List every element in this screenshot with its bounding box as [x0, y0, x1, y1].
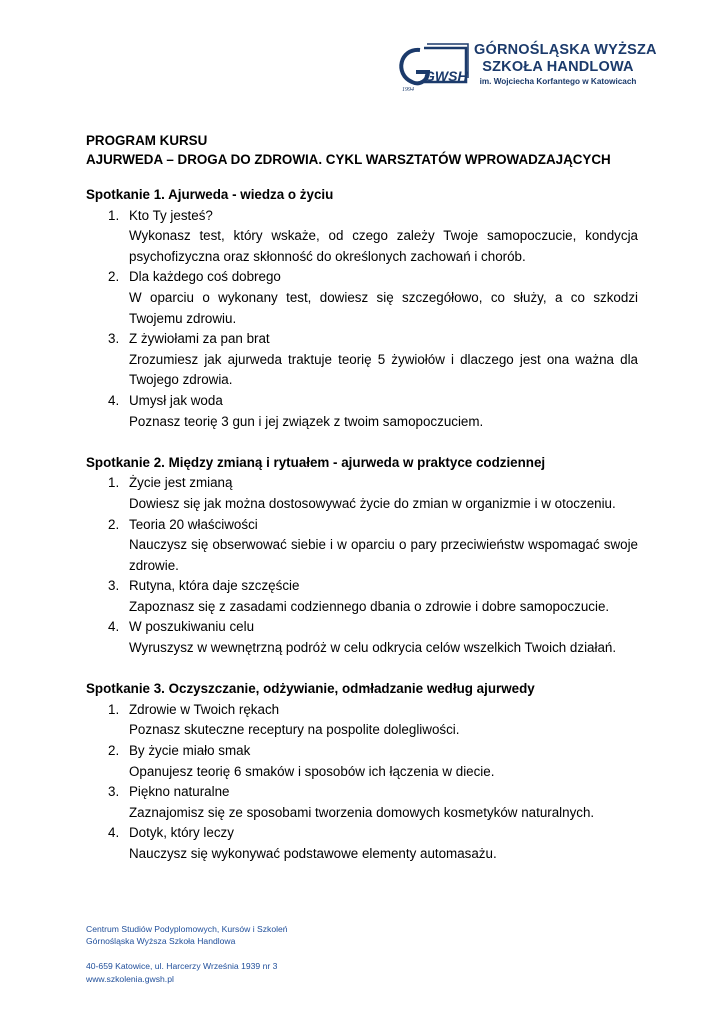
- meeting-section-3: [86, 679, 638, 864]
- list-item: [86, 823, 638, 864]
- item-title: By życie miało smak: [129, 743, 251, 759]
- item-number: 4.: [108, 619, 120, 635]
- topic-list: [86, 206, 638, 433]
- topic-list: [86, 700, 638, 865]
- footer-school-name: Górnośląska Wyższa Szkoła Handlowa: [86, 936, 236, 947]
- logo-name-line2: SZKOŁA HANDLOWA: [482, 59, 634, 75]
- item-description: Dowiesz się jak można dostosowywać życie do zmian w organizmie i w otoczeniu.: [129, 495, 616, 511]
- list-item: [86, 782, 638, 823]
- title-line-1: PROGRAM KURSU: [86, 133, 208, 148]
- item-description: Nauczysz się obserwować siebie i w oparciu o pary przeciwieństw wspomagać swoje zdrowie.: [129, 537, 638, 573]
- item-title: Zdrowie w Twoich rękach: [129, 701, 280, 717]
- logo-year: 1994: [402, 87, 414, 93]
- meeting-heading: Spotkanie 2. Między zmianą i rytuałem - ajurweda w praktyce codziennej: [86, 454, 546, 470]
- item-description: Zaznajomisz się ze sposobami tworzenia domowych kosmetyków naturalnych.: [129, 804, 595, 820]
- item-title: Życie jest zmianą: [129, 475, 233, 491]
- item-title: W poszukiwaniu celu: [129, 619, 255, 635]
- list-item: [86, 515, 638, 577]
- list-item: [86, 700, 638, 741]
- item-description: W oparciu o wykonany test, dowiesz się szczegółowo, co służy, a co szkodzi Twojemu zdrowiu.: [129, 289, 638, 326]
- meeting-section-2: [86, 453, 638, 659]
- page-footer: [86, 923, 486, 985]
- item-description: Zapoznasz się z zasadami codziennego dbania o zdrowie i dobre samopoczucie.: [129, 598, 610, 614]
- logo-patron: im. Wojciecha Korfantego w Katowicach: [479, 77, 637, 86]
- item-number: 3.: [108, 784, 120, 800]
- logo-mark-text: GWSH: [424, 68, 468, 84]
- item-number: 3.: [108, 578, 120, 594]
- item-title: Dotyk, który leczy: [129, 825, 234, 841]
- item-title: Teoria 20 właściwości: [129, 516, 258, 532]
- item-number: 2.: [108, 743, 120, 759]
- list-item: [86, 206, 638, 268]
- item-description: Zrozumiesz jak ajurweda traktuje teorię 5 żywiołów i dlaczego jest ona ważna dla Twojego zdrowia.: [129, 351, 638, 388]
- meeting-heading: Spotkanie 1. Ajurweda - wiedza o życiu: [86, 187, 334, 202]
- item-number: 2.: [108, 269, 120, 285]
- item-title: Umysł jak woda: [129, 392, 223, 408]
- item-title: Dla każdego coś dobrego: [129, 269, 281, 285]
- list-item: [86, 617, 638, 658]
- item-number: 1.: [108, 701, 120, 717]
- title-line-2: AJURWEDA – DROGA DO ZDROWIA. CYKL WARSZTATÓW WPROWADZAJĄCYCH: [86, 152, 611, 167]
- list-item: [86, 329, 638, 391]
- gwsh-logo-mark: [394, 40, 470, 94]
- meeting-heading: Spotkanie 3. Oczyszczanie, odżywianie, odmładzanie według ajurwedy: [86, 681, 535, 697]
- list-item: [86, 267, 638, 329]
- item-number: 1.: [108, 207, 120, 223]
- logo-text: [474, 42, 657, 87]
- item-description: Wyruszysz w wewnętrzną podróż w celu odkrycia celów wszelkich Twoich działań.: [129, 640, 617, 656]
- footer-center-name: Centrum Studiów Podyplomowych, Kursów i Szkoleń: [86, 924, 288, 934]
- item-number: 3.: [108, 331, 120, 347]
- item-number: 1.: [108, 475, 120, 491]
- item-title: Rutyna, która daje szczęście: [129, 578, 300, 594]
- document-title: [86, 131, 646, 169]
- item-title: Z żywiołami za pan brat: [129, 331, 270, 347]
- list-item: [86, 391, 638, 432]
- topic-list: [86, 473, 638, 658]
- item-title: Kto Ty jesteś?: [129, 207, 213, 223]
- list-item: [86, 741, 638, 782]
- item-description: Poznasz teorię 3 gun i jej związek z twoim samopoczuciem.: [129, 413, 484, 429]
- school-logo: [394, 40, 657, 100]
- item-title: Piękno naturalne: [129, 784, 230, 800]
- list-item: [86, 576, 638, 617]
- course-program: [86, 185, 638, 885]
- footer-address: 40-659 Katowice, ul. Harcerzy Września 1939 nr 3: [86, 961, 278, 972]
- item-description: Wykonasz test, który wskaże, od czego zależy Twoje samopoczucie, kondycja psychofizyczna oraz skłonność do określonych zachowań i chorób.: [129, 228, 638, 264]
- item-number: 4.: [108, 825, 120, 841]
- footer-website-link[interactable]: www.szkolenia.gwsh.pl: [86, 973, 174, 984]
- item-description: Opanujesz teorię 6 smaków i sposobów ich łączenia w diecie.: [129, 763, 495, 779]
- meeting-section-1: [86, 185, 638, 432]
- logo-name-line1: GÓRNOŚLĄSKA WYŻSZA: [474, 42, 657, 58]
- item-description: Poznasz skuteczne receptury na pospolite dolegliwości.: [129, 722, 460, 738]
- footer-spacer: [86, 948, 486, 960]
- item-number: 2.: [108, 516, 120, 532]
- item-description: Nauczysz się wykonywać podstawowe elementy automasażu.: [129, 846, 497, 861]
- item-number: 4.: [108, 392, 120, 408]
- list-item: [86, 473, 638, 514]
